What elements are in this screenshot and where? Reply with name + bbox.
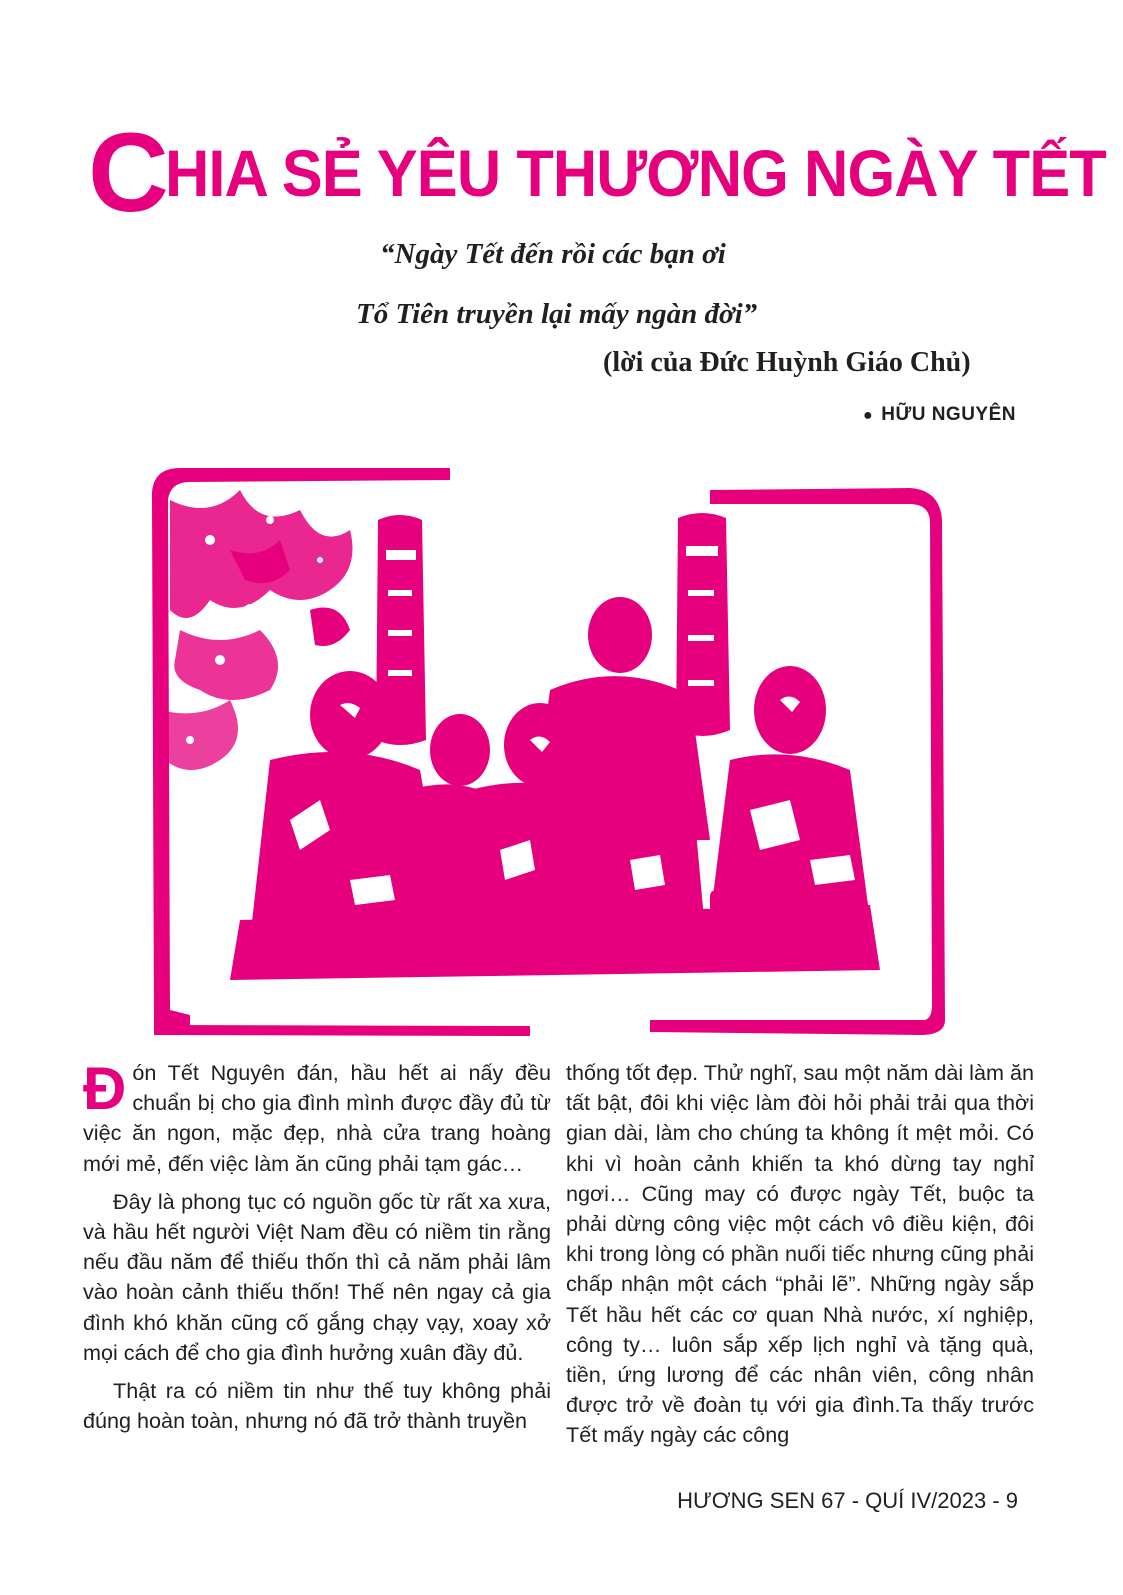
family-tet-gathering-illustration (150, 460, 960, 1038)
paragraph (83, 1055, 551, 1179)
author-name: HỮU NGUYÊN (881, 404, 1016, 425)
author-byline (863, 404, 1016, 426)
paragraph: Đây là phong tục có nguồn gốc từ rất xa xưa, và hầu hết người Việt Nam đều có niềm tin rằng nếu đầu năm để thiếu thốn thì cả năm phải lâm vào hoàn cảnh thiếu thốn! Thế nên ngay cả gia đình khó khăn cũng cố gắng chạy vạy, xoay xở mọi cách để cho gia đình hưởng xuân đầy đủ. (83, 1188, 551, 1365)
title-dropcap: C (88, 110, 165, 235)
paragraph: Thật ra có niềm tin như thế tuy không phải đúng hoàn toàn, nhưng nó đã trở thành truyền (83, 1378, 551, 1434)
article-title (88, 110, 1106, 235)
epigraph-attribution: (lời của Đức Huỳnh Giáo Chủ) (603, 347, 971, 378)
epigraph-line-2: Tổ Tiên truyền lại mấy ngàn đời” (356, 298, 758, 330)
article-column-right (566, 1058, 1034, 1459)
title-text: HIA SẺ YÊU THƯƠNG NGÀY TẾT (164, 136, 1106, 210)
article-column-left (83, 1055, 551, 1444)
bullet-icon: ● (863, 407, 874, 424)
paragraph-text: ón Tết Nguyên đán, hầu hết ai nấy đều chuẩn bị cho gia đình mình được đầy đủ từ việc ăn ngon, mặc đẹp, nhà cửa trang hoàng mới mẻ, đến việc làm ăn cũng phải tạm gác… (83, 1060, 551, 1176)
epigraph-line-1: “Ngày Tết đến rồi các bạn ơi (380, 238, 726, 270)
page-footer: HƯƠNG SEN 67 - QUÍ IV/2023 - 9 (677, 1488, 1018, 1513)
article-dropcap: Đ (83, 1055, 127, 1122)
paragraph: thống tốt đẹp. Thử nghĩ, sau một năm dài làm ăn tất bật, đôi khi việc làm đòi hỏi phải trải qua thời gian dài, làm cho chúng ta không ít mệt mỏi. Có khi vì hoàn cảnh khiến ta khó dừng tay nghỉ ngơi… Cũng may có được ngày Tết, buộc ta phải dừng công việc một cách vô điều kiện, đôi khi trong lòng có phần nuối tiếc nhưng cũng phải chấp nhận một cách “phải lẽ”. Những ngày sắp Tết hầu hết các cơ quan Nhà nước, xí nghiệp, công ty… luôn sắp xếp lịch nghỉ và tặng quà, tiền, ứng lương để các nhân viên, công nhân được trở về đoàn tụ với gia đình.Ta thấy trước Tết mấy ngày các công (566, 1060, 1034, 1448)
